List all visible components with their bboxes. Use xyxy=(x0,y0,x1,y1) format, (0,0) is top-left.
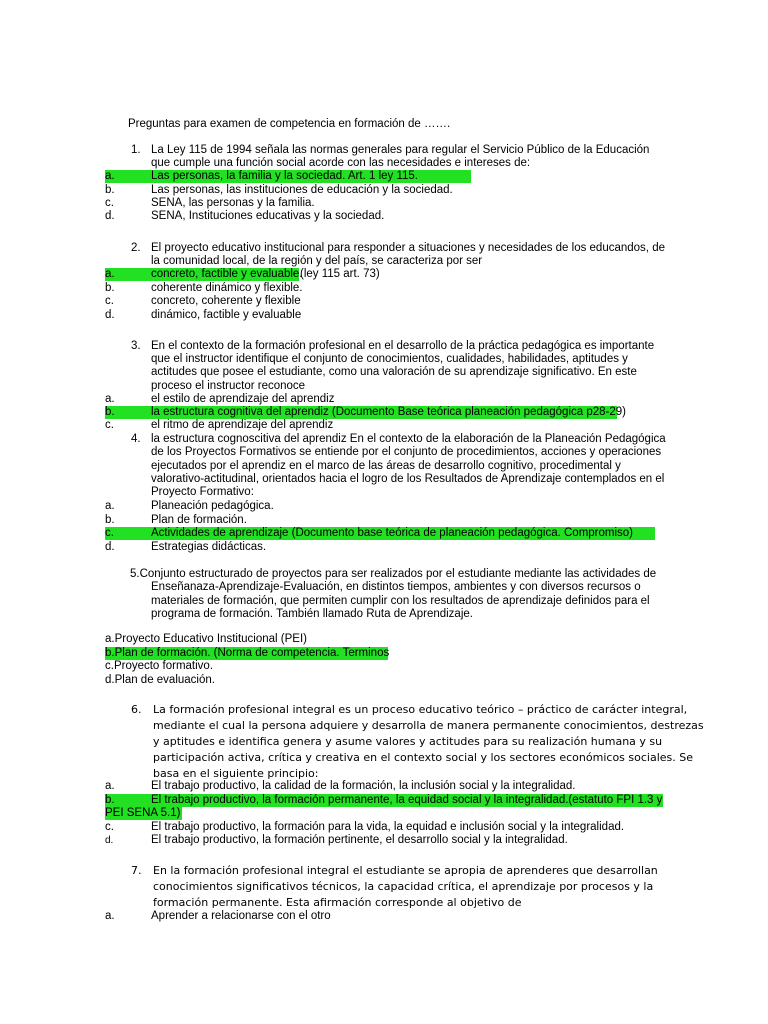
question-3-option-a: el estilo de aprendizaje del aprendiz xyxy=(151,393,335,405)
question-4-line-1: la estructura cognoscitiva del aprendiz En el contexto de la elaboración de la Planeación Pedagógica xyxy=(151,433,666,445)
option-label: b. xyxy=(105,514,115,526)
question-4-line-3: ejecutados por el aprendiz en el marco de las áreas de desarrollo cognitivo, procedimental y xyxy=(151,460,621,472)
question-4-option-a: Planeación pedagógica. xyxy=(151,500,274,512)
question-1-line-1: La Ley 115 de 1994 señala las normas generales para regular el Servicio Público de la Educación xyxy=(151,144,650,156)
question-2-option-b: coherente dinámico y flexible. xyxy=(151,282,303,294)
question-3-answer-highlight xyxy=(105,406,626,419)
question-6-line-1: La formación profesional integral es un proceso educativo teórico – práctico de carácter integral, xyxy=(153,703,688,716)
question-2-option-c: concreto, coherente y flexible xyxy=(151,295,301,307)
question-4-number: 4. xyxy=(131,433,141,445)
option-label: a. xyxy=(105,910,115,922)
question-1-line-2: que cumple una función social acorde con las necesidades e intereses de: xyxy=(151,157,531,169)
question-5-line-3: materiales de formación, que permiten cumplir con los resultados de aprendizaje definidos para el xyxy=(151,595,650,607)
question-6-line-2: mediante el cual la persona adquiere y desarrolla de manera permanente conocimientos, destrezas xyxy=(153,719,704,732)
question-1-option-a: Las personas, la familia y la sociedad. Art. 1 ley 115. xyxy=(151,170,418,182)
question-7-line-3: formación permanente. Esta afirmación corresponde al objetivo de xyxy=(153,896,522,909)
option-label: c. xyxy=(105,295,114,307)
question-4-option-d: Estrategias didácticas. xyxy=(151,541,267,553)
question-2-number: 2. xyxy=(131,242,141,254)
question-4-option-b: Plan de formación. xyxy=(151,514,247,526)
question-2-option-a: concreto, factible y evaluable. xyxy=(151,268,303,280)
question-4-line-2: de los Proyectos Formativos se entiende por el conjunto de procedimientos, acciones y operaciones xyxy=(151,446,662,458)
option-label: b. xyxy=(105,282,115,294)
question-6-line-4: participación activa, crítica y creativa en el contexto social y los sectores económicos sociales. Se xyxy=(153,751,693,764)
question-2-option-a-reference: (ley 115 art. 73) xyxy=(300,268,380,280)
question-5-line-1: 5.Conjunto estructurado de proyectos para ser realizados por el estudiante mediante las actividades de xyxy=(130,568,657,580)
question-2-line-1: El proyecto educativo institucional para responder a situaciones y necesidades de los educandos, de xyxy=(151,242,665,254)
question-5-option-b: b.Plan de formación. (Norma de competencia. Terminos xyxy=(105,647,390,659)
question-7-line-2: conocimientos significativos técnicos, la capacidad crítica, el aprendizaje por procesos y la xyxy=(153,880,654,893)
question-3-number: 3. xyxy=(131,340,141,352)
option-label: c. xyxy=(105,527,114,539)
question-3-option-b: la estructura cognitiva del aprendiz (Documento Base teórica planeación pedagógica p28-29) xyxy=(151,406,626,418)
option-label: c. xyxy=(105,419,114,431)
option-label: b. xyxy=(105,184,115,196)
option-label: c. xyxy=(105,821,114,833)
question-7-number: 7. xyxy=(131,864,142,877)
option-label: c. xyxy=(105,197,114,209)
document-title: Preguntas para examen de competencia en formación de ……. xyxy=(128,118,451,130)
option-label: d. xyxy=(105,541,115,553)
question-5-option-c: c.Proyecto formativo. xyxy=(105,660,214,672)
option-label: a. xyxy=(105,268,115,280)
option-label: b. xyxy=(105,406,115,418)
question-2-option-d: dinámico, factible y evaluable xyxy=(151,309,302,321)
question-6-option-d: El trabajo productivo, la formación pertinente, el desarrollo social y la integralidad. xyxy=(151,834,568,846)
question-2-answer-highlight xyxy=(105,268,303,281)
question-4-line-5: Proyecto Formativo: xyxy=(151,486,254,498)
question-1-number: 1. xyxy=(131,144,141,156)
option-label: a. xyxy=(105,393,115,405)
question-3-line-2: que el instructor identifique el conjunto de conocimientos, cualidades, habilidades, aptitudes y xyxy=(151,353,628,365)
option-label: a. xyxy=(105,500,115,512)
option-label: a. xyxy=(105,170,115,182)
option-label: a. xyxy=(105,780,115,792)
question-7-option-a: Aprender a relacionarse con el otro xyxy=(151,910,331,922)
question-3-option-c: el ritmo de aprendizaje del aprendiz xyxy=(151,419,334,431)
question-6-number: 6. xyxy=(131,703,142,716)
question-1-answer-highlight xyxy=(105,170,471,183)
question-5-line-2: Enseñanaza-Aprendizaje-Evaluación, en distintos tiempos, ambientes y con diversos recursos o xyxy=(151,581,641,593)
question-6-answer-highlight xyxy=(105,794,663,807)
question-5-option-d: d.Plan de evaluación. xyxy=(105,674,215,686)
question-2-line-2: la comunidad local, de la región y del país, se caracteriza por ser xyxy=(151,255,483,267)
question-6-line-5: basa en el siguiente principio: xyxy=(153,767,319,780)
question-3-line-1: En el contexto de la formación profesional en el desarrollo de la práctica pedagógica es importante xyxy=(151,340,655,352)
option-label: d. xyxy=(105,309,115,321)
question-1-option-c: SENA, las personas y la familia. xyxy=(151,197,315,209)
question-4-answer-highlight xyxy=(105,527,655,540)
question-5-line-4: programa de formación. También llamado Ruta de Aprendizaje. xyxy=(151,608,473,620)
question-6-option-c: El trabajo productivo, la formación para la vida, la equidad e inclusión social y la integralidad. xyxy=(151,821,625,833)
option-label: d. xyxy=(105,210,115,222)
option-label: b. xyxy=(105,794,115,806)
option-label: d. xyxy=(105,835,114,846)
question-5-option-a: a.Proyecto Educativo Institucional (PEI) xyxy=(105,633,307,645)
question-6-option-a: El trabajo productivo, la calidad de la formación, la inclusión social y la integralidad. xyxy=(151,780,576,792)
question-6-line-3: y aptitudes e identifica genera y asume valores y actitudes para su realización humana y su xyxy=(153,735,663,748)
question-4-option-c: Actividades de aprendizaje (Documento base teórica de planeación pedagógica. Compromiso) xyxy=(151,527,634,539)
question-1-option-d: SENA, Instituciones educativas y la sociedad. xyxy=(151,210,385,222)
question-6-option-b-continuation: PEI SENA 5.1) xyxy=(105,807,181,819)
question-3-line-4: proceso el instructor reconoce xyxy=(151,380,306,392)
question-1-option-b: Las personas, las instituciones de educación y la sociedad. xyxy=(151,184,453,196)
question-3-line-3: actitudes que posee el estudiante, como una valoración de su aprendizaje significativo. En este xyxy=(151,366,637,378)
question-4-line-4: valorativo-actitudinal, orientados hacia el logro de los Resultados de Aprendizaje contemplados en el xyxy=(151,473,665,485)
question-7-line-1: En la formación profesional integral el estudiante se apropia de aprenderes que desarrollan xyxy=(153,864,658,877)
question-6-option-b: El trabajo productivo, la formación permanente, la equidad social y la integralidad.(estatuto FPI 1.3 y xyxy=(151,794,663,806)
